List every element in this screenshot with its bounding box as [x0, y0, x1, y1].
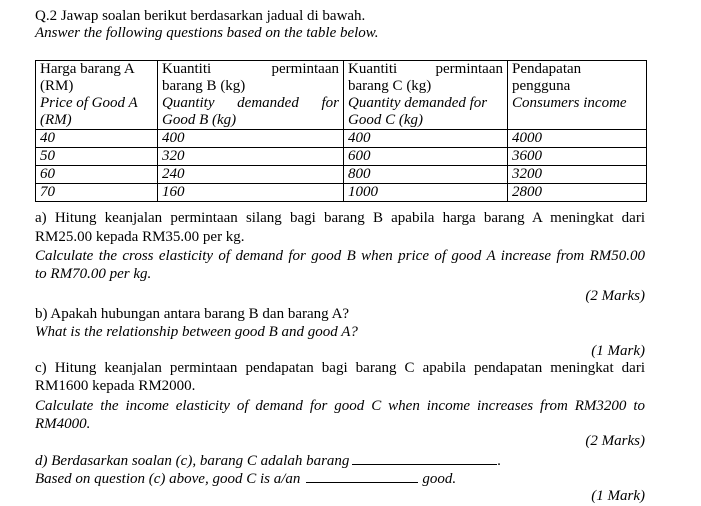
table-row: [36, 130, 647, 148]
header-quantity-good-b: Kuantiti permintaan barang B (kg) Quantity demanded for Good B (kg): [158, 61, 344, 130]
part-c-marks: (2 Marks): [585, 433, 645, 449]
part-c-malay-line2: RM1600 kepada RM2000.: [35, 378, 196, 394]
part-d-malay: d) Berdasarkan soalan (c), barang C adalah barang .: [35, 453, 502, 469]
table-cell: 4000: [508, 130, 647, 148]
part-a-english-line1: Calculate the cross elasticity of demand for good B when price of good A increase from RM50.00: [35, 248, 645, 264]
header-price-good-a: Harga barang A (RM) Price of Good A (RM): [36, 61, 158, 130]
table-cell: 240: [158, 166, 344, 184]
table-header-row: [36, 61, 647, 130]
table-cell: 800: [344, 166, 508, 184]
part-a-malay-line2: RM25.00 kepada RM35.00 per kg.: [35, 229, 245, 245]
table-cell: 320: [158, 148, 344, 166]
table-cell: 400: [344, 130, 508, 148]
answer-blank-malay: [352, 452, 497, 465]
part-d-english-text: Based on question (c) above, good C is a/an: [35, 471, 301, 487]
table-cell: 70: [36, 184, 158, 202]
table-cell: 40: [36, 130, 158, 148]
part-c-english-line2: RM4000.: [35, 416, 91, 432]
instruction-english: Answer the following questions based on the table below.: [35, 25, 379, 41]
part-b-malay: b) Apakah hubungan antara barang B dan barang A?: [35, 306, 350, 322]
header-quantity-good-c: Kuantiti permintaan barang C (kg) Quantity demanded for Good C (kg): [344, 61, 508, 130]
part-a-marks: (2 Marks): [585, 288, 645, 304]
table-row: [36, 166, 647, 184]
part-b-marks: (1 Mark): [591, 343, 645, 359]
part-d-marks: (1 Mark): [591, 488, 645, 504]
part-a-malay-line1: a) Hitung keanjalan permintaan silang bagi barang B apabila harga barang A meningkat dari: [35, 210, 645, 226]
part-c-malay-line1: c) Hitung keanjalan permintaan pendapatan bagi barang C apabila pendapatan meningkat dari: [35, 360, 645, 376]
part-d-english: Based on question (c) above, good C is a/an good.: [35, 471, 457, 487]
question-heading: [35, 7, 365, 25]
table-cell: 3200: [508, 166, 647, 184]
table-cell: 1000: [344, 184, 508, 202]
part-a-english-line2: to RM70.00 per kg.: [35, 266, 152, 282]
table-cell: 2800: [508, 184, 647, 202]
table-row: [36, 184, 647, 202]
table-row: [36, 148, 647, 166]
table-cell: 400: [158, 130, 344, 148]
part-b-english: What is the relationship between good B and good A?: [35, 324, 358, 340]
table-cell: 50: [36, 148, 158, 166]
answer-blank-english: [306, 470, 418, 483]
part-d-malay-text: d) Berdasarkan soalan (c), barang C adalah barang: [35, 453, 350, 469]
instruction-malay: Jawap soalan berikut berdasarkan jadual di bawah.: [60, 8, 366, 24]
table-cell: 160: [158, 184, 344, 202]
header-consumer-income: Pendapatan pengguna Consumers income: [508, 61, 647, 130]
table-cell: 3600: [508, 148, 647, 166]
part-c-english-line1: Calculate the income elasticity of demand for good C when income increases from RM3200 to: [35, 398, 645, 414]
table-cell: 600: [344, 148, 508, 166]
question-number: Q.2: [35, 8, 58, 24]
table-cell: 60: [36, 166, 158, 184]
data-table: [35, 60, 647, 202]
